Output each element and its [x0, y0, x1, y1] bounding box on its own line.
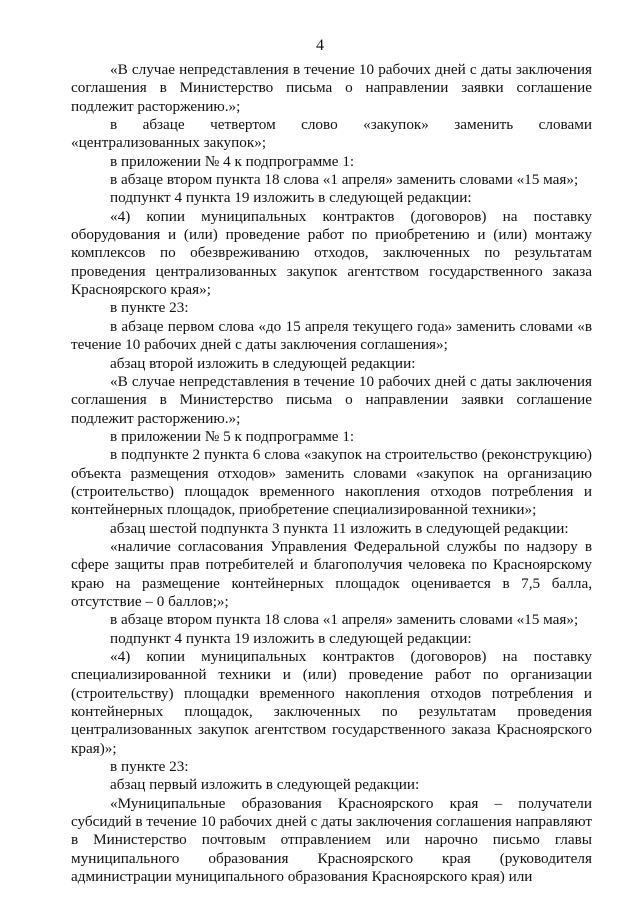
paragraph: абзац первый изложить в следующей редакции:: [110, 776, 420, 794]
paragraph: абзац шестой подпункта 3 пункта 11 изложить в следующей редакции:: [110, 519, 569, 537]
paragraph: в абзаце втором пункта 18 слова «1 апреля» заменить словами «15 мая»;: [110, 611, 579, 629]
paragraph: в приложении № 5 к подпрограмме 1:: [110, 427, 355, 445]
paragraph: «наличие согласования Управления Федеральной службы по надзору в сфере защиты прав потребителей и благополучия человека по Красноярскому краю на размещение контейнерных площадок оценивается в 7,5 балла, отсутствие – 0 баллов;»;: [71, 537, 592, 610]
paragraph: в приложении № 4 к подпрограмме 1:: [110, 152, 355, 170]
paragraph: «В случае непредставления в течение 10 рабочих дней с даты заключения соглашения в Министерство письма о направлении заявки соглашение подлежит расторжению.»;: [71, 61, 592, 115]
paragraph: «4) копии муниципальных контрактов (договоров) на поставку специализированной техники и (или) проведение работ по организации (строительству) площадки временного накопления отходов потребления и контейнерных площадок, заключенных по результатам проведения централизованных закупок агентством государственного заказа Красноярского края)»;: [71, 648, 592, 757]
paragraph: в пункте 23:: [110, 299, 189, 317]
paragraph: в абзаце втором пункта 18 слова «1 апреля» заменить словами «15 мая»;: [110, 171, 579, 189]
paragraph: в абзаце четвертом слово «закупок» заменить словами «централизованных закупок»;: [71, 116, 592, 152]
paragraph: «В случае непредставления в течение 10 рабочих дней с даты заключения соглашения в Министерство письма о направлении заявки соглашение подлежит расторжению.»;: [71, 372, 592, 427]
paragraph: подпункт 4 пункта 19 изложить в следующей редакции:: [110, 629, 472, 647]
paragraph: «4) копии муниципальных контрактов (договоров) на поставку оборудования и (или) проведение работ по приобретению и (или) монтажу комплексов по обезвреживанию отходов, заключенных по результатам проведения централизованных закупок агентством государственного заказа Красноярского края»;: [71, 207, 592, 299]
paragraph: в абзаце первом слова «до 15 апреля текущего года» заменить словами «в течение 10 рабочих дней с даты заключения соглашения»;: [71, 317, 592, 354]
paragraph: подпункт 4 пункта 19 изложить в следующей редакции:: [110, 189, 472, 207]
paragraph: абзац второй изложить в следующей редакции:: [110, 354, 416, 372]
page-number: 4: [316, 37, 324, 54]
paragraph: «Муниципальные образования Красноярского края – получатели субсидий в течение 10 рабочих дней с даты заключения соглашения направляют в Министерство почтовым отправлением или нарочно письмо главы муниципального образования Красноярского края (руководителя администрации муниципального образования Красноярского края) или: [71, 794, 592, 886]
paragraph: в пункте 23:: [110, 758, 189, 776]
document-body: [71, 61, 592, 886]
paragraph: в подпункте 2 пункта 6 слова «закупок на строительство (реконструкцию) объекта размещения отходов» заменить словами «закупок на организацию (строительство) площадок временного накопления отходов потребления и контейнерных площадок, приобретение специализированной техники»;: [71, 446, 592, 519]
